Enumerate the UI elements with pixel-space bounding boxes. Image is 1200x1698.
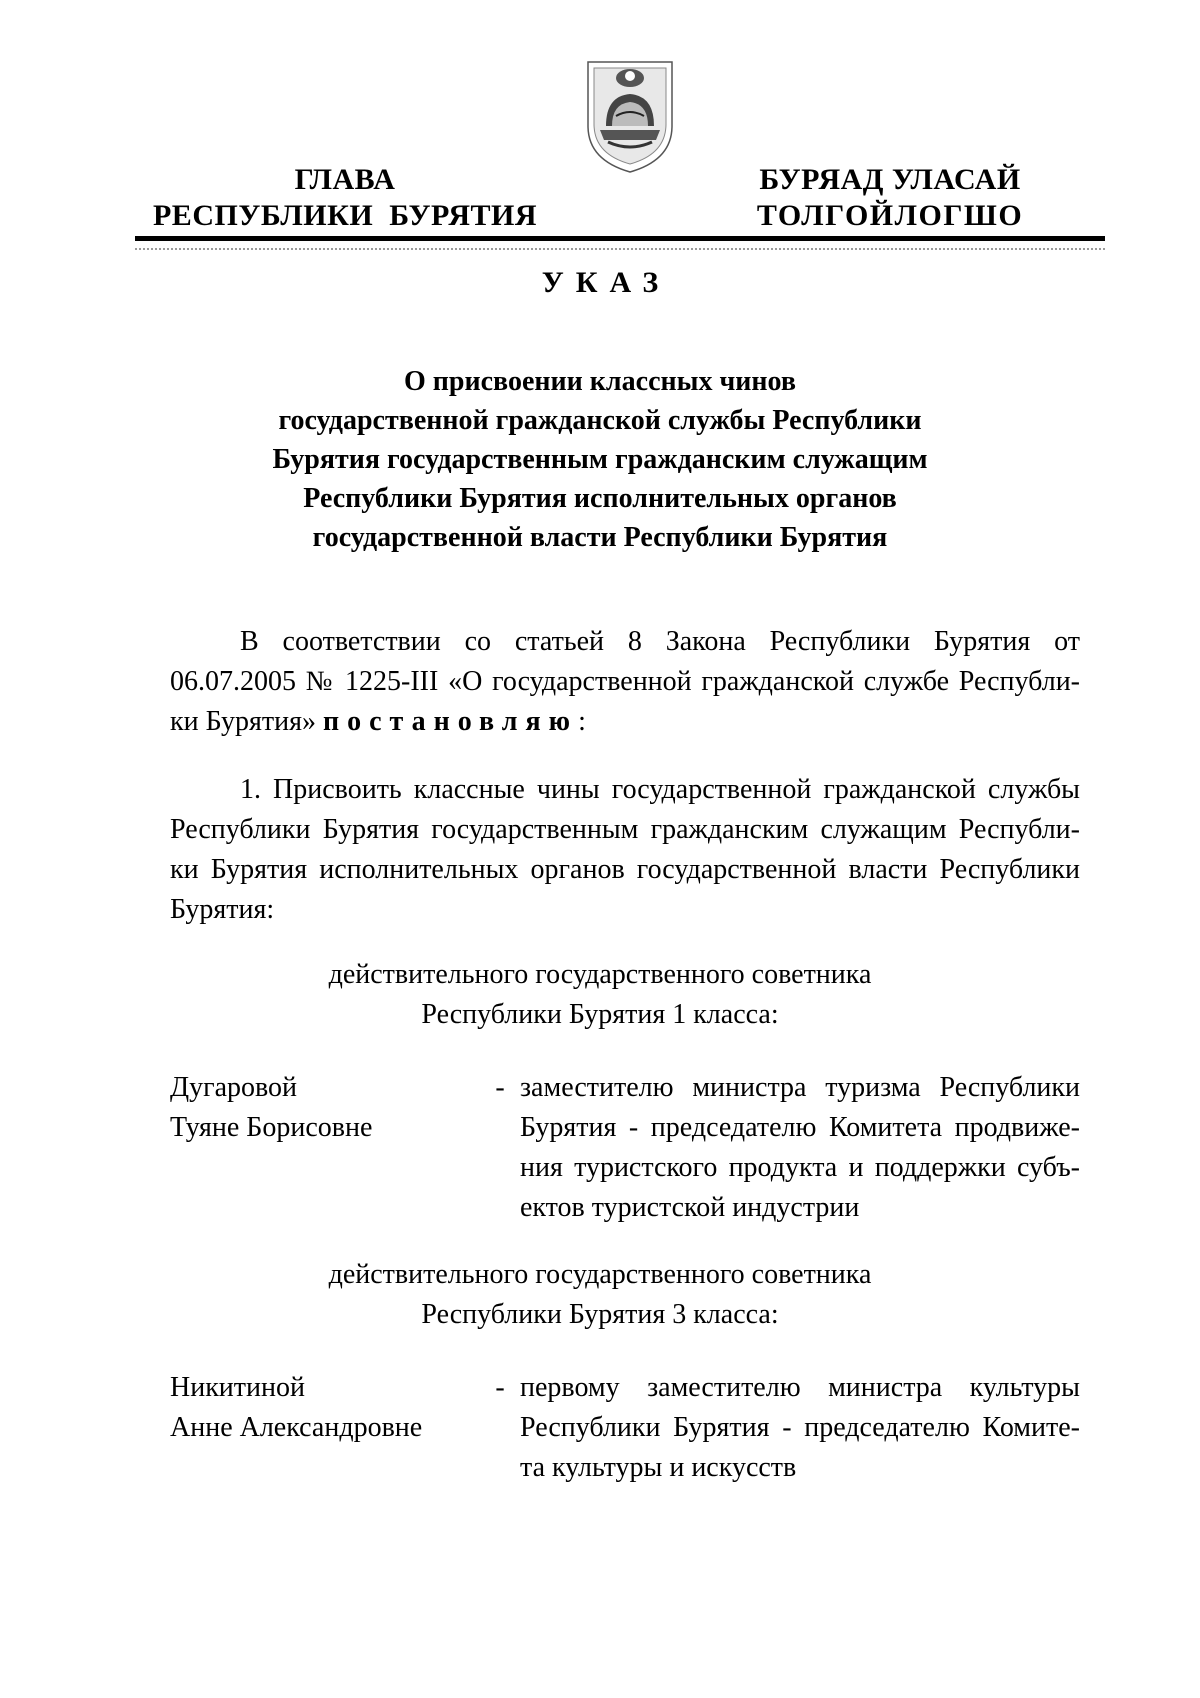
- rank-heading-line: действительного государственного советника: [328, 959, 872, 990]
- paragraph-line: 1. Присвоить классные чины государственной гражданской службы: [240, 774, 1080, 805]
- header-left-line2: РЕСПУБЛИКИ БУРЯТИЯ: [152, 199, 538, 232]
- appointee-name: [170, 1068, 470, 1148]
- paragraph-line: В соответствии со статьей 8 Закона Республики Бурятия от: [240, 626, 1080, 657]
- header-left: [150, 162, 540, 234]
- subject-line: государственной власти Республики Бурятия: [312, 522, 888, 553]
- paragraph-line: ки Бурятия исполнительных органов государственной власти Республики: [170, 854, 1080, 885]
- rank-heading: [0, 955, 1200, 1035]
- position-line: заместителю министра туризма Республики: [520, 1072, 1080, 1103]
- subject-line: государственной гражданской службы Республики: [278, 405, 922, 436]
- position-line: ектов туристской индустрии: [520, 1192, 860, 1223]
- paragraph-line: [170, 702, 1080, 742]
- appointee-position: [520, 1368, 1080, 1488]
- header-right: [735, 162, 1045, 234]
- paragraph-text: :: [578, 706, 586, 737]
- entry-dash: -: [495, 1372, 505, 1403]
- position-line: та культуры и искусств: [520, 1452, 797, 1483]
- appointee-surname: Никитиной: [170, 1372, 305, 1403]
- paragraph-line: 06.07.2005 № 1225-III «О государственной гражданской службе Республи-: [170, 666, 1080, 697]
- header-left-line1: ГЛАВА: [294, 163, 396, 196]
- appointee-name: [170, 1368, 470, 1448]
- header-divider-thick: [135, 236, 1105, 241]
- paragraph-line: Республики Бурятия государственным гражданским служащим Республи-: [170, 814, 1080, 845]
- header-divider-dotted: [135, 248, 1105, 250]
- position-line: Бурятия - председателю Комитета продвиже-: [520, 1112, 1080, 1143]
- paragraph-line: Бурятия:: [170, 894, 275, 925]
- preamble-paragraph: [170, 622, 1080, 742]
- clause-1-paragraph: [170, 770, 1080, 930]
- subject-line: О присвоении классных чинов: [404, 366, 796, 397]
- header-right-line2: ТОЛГОЙЛОГШО: [756, 199, 1024, 232]
- rank-heading-line: Республики Бурятия 1 класса:: [421, 999, 779, 1030]
- rank-heading: [0, 1255, 1200, 1335]
- subject-line: Бурятия государственным гражданским служащим: [272, 444, 928, 475]
- appointee-surname: Дугаровой: [170, 1072, 298, 1103]
- paragraph-text: ки Бурятия»: [170, 706, 323, 737]
- entry-dash: -: [495, 1072, 505, 1103]
- position-line: ния туристского продукта и поддержки субъ-: [520, 1152, 1080, 1183]
- resolution-keyword: постановляю: [322, 706, 579, 737]
- appointee-given-names: Анне Александровне: [170, 1412, 423, 1443]
- appointee-position: [520, 1068, 1080, 1228]
- rank-heading-line: действительного государственного советника: [328, 1259, 872, 1290]
- coat-of-arms-icon: [580, 56, 680, 176]
- subject-line: Республики Бурятия исполнительных органов: [303, 483, 897, 514]
- document-subject: [200, 362, 1000, 557]
- document-title: УКАЗ: [541, 266, 671, 299]
- header-right-line1: БУРЯАД УЛАСАЙ: [759, 163, 1021, 196]
- appointee-given-names: Туяне Борисовне: [170, 1112, 373, 1143]
- rank-heading-line: Республики Бурятия 3 класса:: [421, 1299, 779, 1330]
- position-line: Республики Бурятия - председателю Комите-: [520, 1412, 1080, 1443]
- position-line: первому заместителю министра культуры: [520, 1372, 1080, 1403]
